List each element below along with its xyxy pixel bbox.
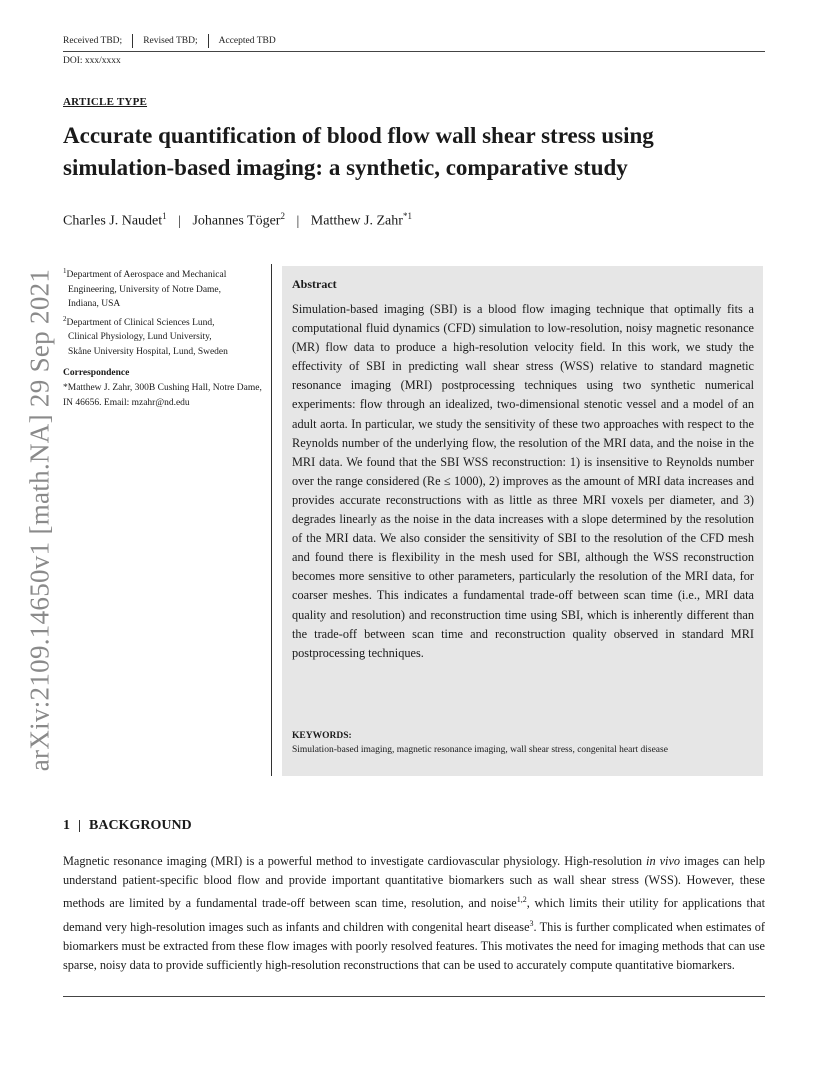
citation[interactable]: 3 bbox=[529, 918, 534, 928]
paper-title: Accurate quantification of blood flow wall shear stress using simulation-based imaging: a synthetic, comparative study bbox=[63, 123, 654, 180]
header-rule bbox=[63, 51, 765, 52]
revised-date: Revised TBD; bbox=[143, 36, 198, 46]
author-name: Matthew J. Zahr bbox=[310, 213, 403, 229]
author-list bbox=[63, 211, 412, 230]
abstract-text: Simulation-based imaging (SBI) is a blood flow imaging technique that optimally fits a computational fluid dynamics (CFD) simulation to low-resolution, noisy magnetic resonance (MR) flow data to produce a high-resolution velocity field. In this work, we study the effectivity of SBI in predicting wall shear stress (WSS) relative to standard magnetic resonance imaging (MRI) postprocessing techniques using two synthetic numerical experiments: flow through an idealized, two-dimensional stenotic vessel and a model of an adult aorta. In particular, we study the sensitivity of these two approaches with respect to the Reynolds number of the underlying flow, the resolution of the MRI data, and the noise in the MRI data. We found that the SBI WSS reconstruction: 1) is insensitive to Reynolds number over the range considered (Re ≤ 1000), 2) improves as the amount of MRI data increases and provides accurate reconstructions with as little as three MRI voxels per diameter, and 3) degrades linearly as the noise in the data increases with a slope determined by the resolution of the MRI data. We also consider the sensitivity of SBI to the resolution of the CFD mesh and found there is flexibility in the mesh used for SBI, although the WSS reconstruction becomes more sensitive to other parameters, particularly the resolution of the MRI data, for coarser meshes. This indicates a fundamental trade-off between scan time (i.e., MRI data quality and resolution) and reconstruction time using SBI, which is inherently different than the trade-off between scan time and reconstruction quality observed in standard MRI postprocessing techniques. bbox=[292, 302, 754, 660]
citation[interactable]: 1,2 bbox=[516, 895, 527, 905]
author-separator: | bbox=[178, 213, 181, 229]
header-separator bbox=[208, 34, 209, 48]
affiliation-2: $^2$Department of Clinical Sciences Lund, Clinical Physiology, Lund University, Skåne University Hospital, Lund, Sweden bbox=[63, 314, 228, 357]
correspondence-text: *Matthew J. Zahr, 300B Cushing Hall, Notre Dame, IN 46656. Email: mzahr@nd.edu bbox=[63, 383, 262, 408]
footer-rule bbox=[63, 996, 765, 997]
article-type: ARTICLE TYPE bbox=[63, 96, 148, 108]
abstract-heading: Abstract bbox=[292, 277, 337, 291]
keywords-heading: KEYWORDS: bbox=[292, 731, 352, 741]
author-separator: | bbox=[296, 213, 300, 229]
section-separator bbox=[79, 820, 80, 832]
accepted-date: Accepted TBD bbox=[218, 36, 276, 46]
background-paragraph: Magnetic resonance imaging (MRI) is a powerful method to investigate cardiovascular physiology. High-resolution in vivo images can help understand patient-specific blood flow and provide important quantitative biomarkers such as wall shear stress (WSS). However, these methods are limited by a fundamental trade-off between scan time, resolution, and noise$^{1,2}$, which limits their utility for applications that demand very high-resolution images such as infants and children with congenital heart disease$^3$. This is further complicated when estimates of biomarkers must be extracted from these flow images with poorly resolved features. This motivates the need for imaging methods that can use sparse, noisy data to provide sufficiently high-resolution reconstructions that can be used to accurately compute quantitative biomarkers. bbox=[63, 854, 766, 973]
header-separator bbox=[132, 34, 133, 48]
keywords-text: Simulation-based imaging, magnetic resonance imaging, wall shear stress, congenital heart disease bbox=[292, 745, 668, 755]
affiliations bbox=[63, 264, 263, 359]
author-name: Charles J. Naudet bbox=[63, 213, 163, 229]
column-divider bbox=[271, 264, 272, 776]
author-affil-mark: 1 bbox=[162, 211, 167, 221]
author-affil-mark: *1 bbox=[402, 211, 412, 221]
section-number: 1 bbox=[63, 818, 70, 833]
doi: DOI: xxx/xxxx bbox=[63, 56, 121, 66]
received-date: Received TBD; bbox=[63, 36, 123, 46]
author-name: Johannes Töger bbox=[192, 213, 281, 229]
section-title: BACKGROUND bbox=[89, 818, 192, 833]
section-heading bbox=[63, 818, 192, 834]
author-affil-mark: 2 bbox=[280, 211, 285, 221]
correspondence-heading: Correspondence bbox=[63, 368, 130, 378]
arxiv-stamp: arXiv:2109.14650v1 [math.NA] 29 Sep 2021 bbox=[24, 268, 55, 772]
submission-dates bbox=[63, 34, 276, 48]
affiliation-1: $^1$Department of Aerospace and Mechanical Engineering, University of Notre Dame, Indiana, USA bbox=[63, 267, 227, 310]
